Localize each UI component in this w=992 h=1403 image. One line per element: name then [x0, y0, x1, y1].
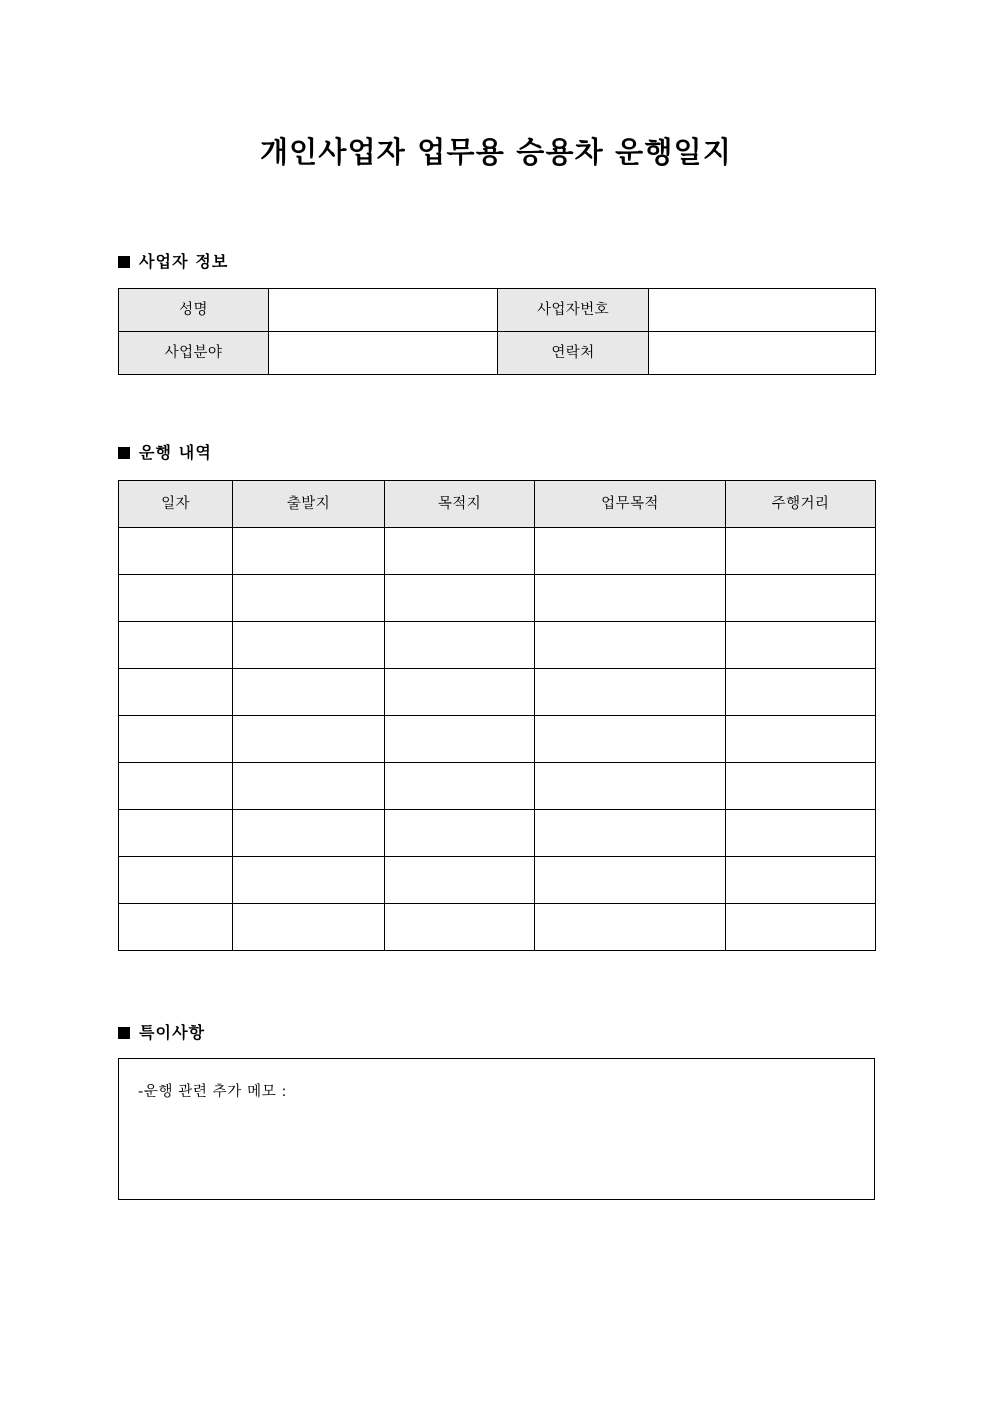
field-contact[interactable] [649, 332, 876, 375]
cell-purpose[interactable] [535, 622, 726, 669]
black-square-bullet-icon [118, 1027, 130, 1039]
cell-origin[interactable] [233, 528, 385, 575]
cell-destination[interactable] [385, 622, 535, 669]
column-header-destination: 목적지 [385, 481, 535, 528]
section-heading-driving-record-label: 운행 내역 [139, 443, 212, 462]
table-row [119, 289, 876, 332]
section-heading-notes [118, 1022, 205, 1044]
cell-distance[interactable] [726, 528, 876, 575]
cell-date[interactable] [119, 528, 233, 575]
table-row [119, 904, 876, 951]
cell-distance[interactable] [726, 857, 876, 904]
notes-textarea[interactable] [118, 1058, 875, 1200]
field-name[interactable] [269, 289, 498, 332]
column-header-distance: 주행거리 [726, 481, 876, 528]
cell-origin[interactable] [233, 810, 385, 857]
cell-destination[interactable] [385, 810, 535, 857]
cell-destination[interactable] [385, 528, 535, 575]
label-contact: 연락처 [498, 332, 649, 375]
cell-origin[interactable] [233, 622, 385, 669]
cell-distance[interactable] [726, 669, 876, 716]
cell-date[interactable] [119, 669, 233, 716]
cell-distance[interactable] [726, 622, 876, 669]
cell-destination[interactable] [385, 857, 535, 904]
table-row [119, 669, 876, 716]
cell-origin[interactable] [233, 575, 385, 622]
cell-purpose[interactable] [535, 669, 726, 716]
cell-origin[interactable] [233, 669, 385, 716]
table-row [119, 622, 876, 669]
cell-purpose[interactable] [535, 716, 726, 763]
cell-date[interactable] [119, 857, 233, 904]
cell-purpose[interactable] [535, 575, 726, 622]
column-header-purpose: 업무목적 [535, 481, 726, 528]
column-header-date: 일자 [119, 481, 233, 528]
label-business-number: 사업자번호 [498, 289, 649, 332]
cell-origin[interactable] [233, 716, 385, 763]
cell-origin[interactable] [233, 857, 385, 904]
cell-distance[interactable] [726, 575, 876, 622]
field-business-number[interactable] [649, 289, 876, 332]
page-title: 개인사업자 업무용 승용차 운행일지 [259, 135, 733, 169]
field-business-field[interactable] [269, 332, 498, 375]
column-header-origin: 출발지 [233, 481, 385, 528]
label-name: 성명 [119, 289, 269, 332]
table-row [119, 810, 876, 857]
black-square-bullet-icon [118, 447, 130, 459]
driving-record-table [118, 480, 876, 951]
cell-origin[interactable] [233, 763, 385, 810]
cell-distance[interactable] [726, 810, 876, 857]
cell-purpose[interactable] [535, 763, 726, 810]
label-business-field: 사업분야 [119, 332, 269, 375]
section-heading-business-info-label: 사업자 정보 [139, 252, 229, 271]
cell-origin[interactable] [233, 904, 385, 951]
cell-destination[interactable] [385, 575, 535, 622]
cell-distance[interactable] [726, 763, 876, 810]
business-info-table [118, 288, 876, 375]
table-header-row [119, 481, 876, 528]
cell-date[interactable] [119, 622, 233, 669]
table-row [119, 716, 876, 763]
table-row [119, 857, 876, 904]
cell-purpose[interactable] [535, 528, 726, 575]
cell-date[interactable] [119, 904, 233, 951]
cell-date[interactable] [119, 575, 233, 622]
cell-date[interactable] [119, 810, 233, 857]
cell-purpose[interactable] [535, 904, 726, 951]
section-heading-driving-record [118, 442, 212, 464]
cell-distance[interactable] [726, 904, 876, 951]
cell-destination[interactable] [385, 904, 535, 951]
cell-destination[interactable] [385, 669, 535, 716]
cell-date[interactable] [119, 763, 233, 810]
cell-purpose[interactable] [535, 857, 726, 904]
table-row [119, 332, 876, 375]
cell-distance[interactable] [726, 716, 876, 763]
cell-destination[interactable] [385, 716, 535, 763]
cell-destination[interactable] [385, 763, 535, 810]
table-row [119, 763, 876, 810]
notes-memo-label: -운행 관련 추가 메모 : [138, 1084, 288, 1100]
black-square-bullet-icon [118, 256, 130, 268]
section-heading-business-info [118, 251, 228, 273]
table-row [119, 575, 876, 622]
cell-purpose[interactable] [535, 810, 726, 857]
table-row [119, 528, 876, 575]
section-heading-notes-label: 특이사항 [139, 1023, 206, 1042]
cell-date[interactable] [119, 716, 233, 763]
